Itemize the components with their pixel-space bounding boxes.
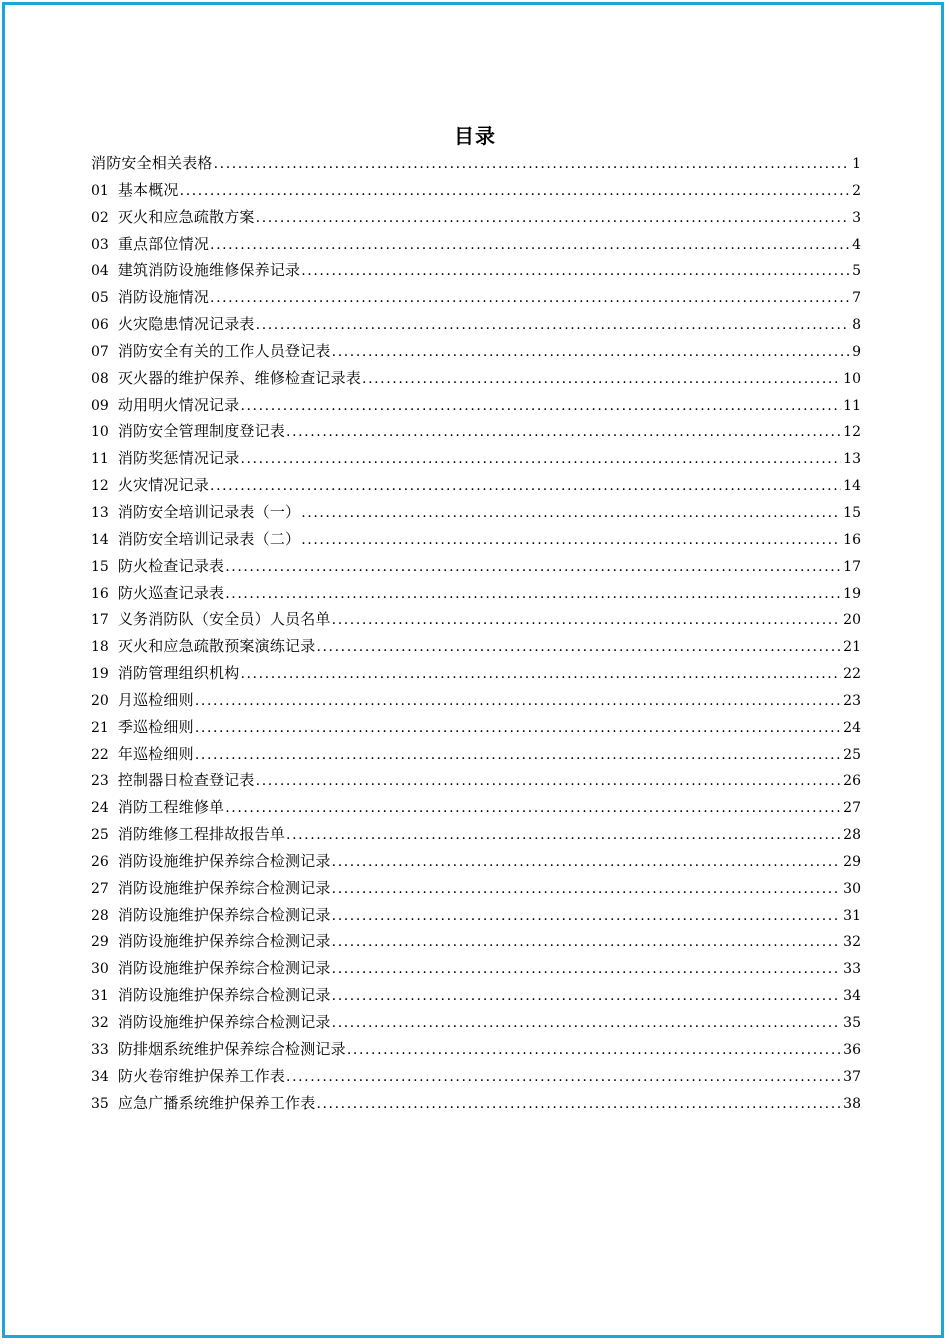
toc-entry[interactable] [91,794,861,821]
toc-entry-page-number: 16 [843,531,861,548]
toc-dot-leader [240,446,841,473]
toc-entry-title: 消防管理组织机构 [117,664,240,683]
toc-dot-leader [286,1064,841,1091]
toc-dot-leader [256,768,842,795]
toc-entry[interactable] [91,660,861,687]
toc-entry[interactable] [91,687,861,714]
toc-entry-page-number: 31 [843,907,861,924]
toc-entry[interactable] [91,982,861,1009]
toc-entry-number: 22 [91,746,109,763]
toc-entry-number: 06 [91,317,109,334]
toc-entry-number: 10 [91,424,109,441]
toc-entry-number: 07 [91,343,109,360]
toc-entry[interactable] [91,499,861,526]
toc-entry-page-number: 33 [843,961,861,978]
toc-dot-leader [332,339,850,366]
toc-entry-title: 消防设施维护保养综合检测记录 [117,851,331,870]
toc-entry[interactable] [91,418,861,445]
toc-dot-leader [332,956,842,983]
toc-entry-number: 15 [91,558,109,575]
toc-entry-page-number: 9 [852,343,861,360]
toc-entry-title: 消防安全管理制度登记表 [117,422,286,441]
toc-entry-title: 消防奖惩情况记录 [117,449,240,468]
toc-entry-page-number: 5 [852,263,861,280]
toc-dot-leader [332,876,842,903]
toc-entry-number: 29 [91,934,109,951]
toc-entry[interactable] [91,741,861,768]
toc-entry-page-number: 19 [843,585,861,602]
toc-entry-number: 28 [91,907,109,924]
toc-entry-title: 消防安全培训记录表（一） [117,502,301,521]
toc-entry-page-number: 29 [843,853,861,870]
toc-entry-number: 04 [91,263,109,280]
toc-entry-number: 32 [91,1015,109,1031]
toc-entry-page-number: 28 [843,827,861,844]
toc-entry-title: 消防安全相关表格 [91,154,213,172]
toc-entry[interactable] [91,928,861,955]
toc-entry-title: 消防设施维护保养综合检测记录 [117,878,331,897]
toc-entry-page-number: 38 [843,1095,861,1112]
toc-dot-leader [225,795,841,822]
toc-entry-page-number: 15 [843,504,861,521]
toc-entry-number: 11 [91,451,109,468]
toc-entry-number: 33 [91,1041,109,1058]
toc-dot-leader [332,983,842,1010]
toc-entry-number: 02 [91,209,109,226]
toc-entry[interactable] [91,231,861,258]
toc-dot-leader [210,285,850,312]
toc-entry-number: 18 [91,639,109,656]
toc-entry-title: 动用明火情况记录 [117,395,240,414]
toc-entry-page-number: 21 [843,639,861,656]
toc-dot-leader [362,366,841,393]
toc-entry-title: 年巡检细则 [117,744,194,763]
toc-entry-number: 20 [91,692,109,709]
toc-title: 目录 [454,124,496,148]
toc-entry-number: 03 [91,236,109,253]
toc-entry[interactable] [91,821,861,848]
toc-entry-title: 灭火和应急疏散预案演练记录 [117,637,316,656]
toc-entry[interactable] [91,1036,861,1063]
toc-dot-leader [286,822,841,849]
toc-entry-page-number: 36 [843,1041,861,1058]
toc-dot-leader [214,151,850,178]
toc-entry-title: 消防安全培训记录表（二） [117,529,301,548]
toc-entry-number: 08 [91,370,109,387]
toc-entry-number: 17 [91,612,109,629]
toc-entry-page-number: 14 [843,478,861,495]
toc-entry-number: 24 [91,800,109,817]
toc-entry-page-number: 13 [843,451,861,468]
toc-entry[interactable] [91,365,861,392]
toc-dot-leader [301,527,841,554]
toc-entry[interactable] [91,472,861,499]
toc-entry[interactable] [91,714,861,741]
toc-entry[interactable] [91,767,861,794]
toc-entry[interactable] [91,392,861,419]
toc-dot-leader [195,688,841,715]
toc-entry-title: 季巡检细则 [117,717,194,736]
toc-dot-leader [240,393,841,420]
toc-entry-page-number: 35 [843,1015,861,1031]
toc-entry[interactable] [91,875,861,902]
toc-entry[interactable] [91,1009,861,1036]
toc-entry-title: 消防设施维护保养综合检测记录 [117,905,331,924]
toc-entry-title: 基本概况 [117,180,179,199]
toc-dot-leader [316,1091,841,1118]
toc-entry[interactable] [91,445,861,472]
toc-entry-page-number: 3 [852,209,861,226]
toc-entry-number: 35 [91,1095,109,1112]
toc-entry-number: 16 [91,585,109,602]
toc-entry[interactable] [91,177,861,204]
toc-entry-title: 消防设施维护保养综合检测记录 [117,932,331,951]
toc-entry-page-number: 34 [843,988,861,1005]
toc-dot-leader [316,634,841,661]
toc-entry-title: 消防维修工程排故报告单 [117,825,286,844]
toc-entry[interactable] [91,257,861,284]
toc-entry-title: 火灾隐患情况记录表 [117,315,255,334]
toc-entry-page-number: 17 [843,558,861,575]
toc-dot-leader [195,715,841,742]
toc-entry-page-number: 32 [843,934,861,951]
toc-entry-number: 26 [91,853,109,870]
toc-entry[interactable] [91,848,861,875]
toc-entry-number: 31 [91,988,109,1005]
toc-dot-leader [210,232,850,259]
toc-entry[interactable] [91,284,861,311]
toc-entry-page-number: 26 [843,773,861,790]
toc-dot-leader [225,581,841,608]
toc-entry[interactable] [91,204,861,231]
toc-dot-leader [256,312,850,339]
toc-entry-number: 27 [91,880,109,897]
toc-entry-number: 13 [91,504,109,521]
toc-entry-page-number: 7 [852,290,861,307]
toc-dot-leader [332,849,842,876]
toc-entry[interactable] [91,1063,861,1090]
toc-entry-number: 05 [91,290,109,307]
toc-entry-page-number: 22 [843,666,861,683]
toc-entry[interactable] [91,553,861,580]
toc-entry-title: 灭火和应急疏散方案 [117,207,255,226]
toc-entry-title: 重点部位情况 [117,234,210,253]
toc-dot-leader [332,607,842,634]
toc-entry-number: 34 [91,1068,109,1085]
toc-entry-page-number: 12 [843,424,861,441]
toc-entry-title: 义务消防队（安全员）人员名单 [117,610,331,629]
toc-entry-page-number: 23 [843,692,861,709]
toc-entry-number: 01 [91,182,109,199]
toc-entry-title: 消防设施维护保养综合检测记录 [117,1013,331,1031]
toc-entry[interactable] [91,580,861,607]
toc-dot-leader [332,1010,842,1037]
toc-entry-page-number: 1 [852,156,861,172]
toc-dot-leader [210,473,841,500]
toc-entry-title: 防火巡查记录表 [117,583,225,602]
toc-entry-page-number: 30 [843,880,861,897]
toc-dot-leader [332,903,842,930]
toc-entry-page-number: 27 [843,800,861,817]
toc-dot-leader [195,742,841,769]
toc-entry[interactable] [91,606,861,633]
toc-entry-page-number: 11 [843,397,861,414]
toc-entry-title: 防火卷帘维护保养工作表 [117,1066,286,1085]
toc-entry-title: 消防设施维护保养综合检测记录 [117,959,331,978]
table-of-contents [91,150,861,1116]
toc-entry-page-number: 25 [843,746,861,763]
toc-dot-leader [240,661,841,688]
toc-entry-page-number: 24 [843,719,861,736]
toc-dot-leader [301,258,850,285]
toc-entry-title: 防排烟系统维护保养综合检测记录 [117,1039,346,1058]
toc-dot-leader [347,1037,841,1064]
toc-entry-title: 消防设施情况 [117,288,210,307]
toc-entry-number: 21 [91,719,109,736]
toc-entry[interactable] [91,526,861,553]
toc-dot-leader [256,205,850,232]
toc-entry-number: 19 [91,666,109,683]
toc-entry-page-number: 37 [843,1068,861,1085]
toc-entry-title: 控制器日检查登记表 [117,771,255,790]
toc-dot-leader [180,178,850,205]
toc-entry[interactable] [91,150,861,177]
toc-entry-title: 建筑消防设施维修保养记录 [117,261,301,280]
toc-dot-leader [225,554,841,581]
toc-entry-number: 14 [91,531,109,548]
toc-entry-title: 火灾情况记录 [117,476,210,495]
toc-entry-page-number: 4 [852,236,861,253]
toc-entry-page-number: 10 [843,370,861,387]
toc-entry-number: 09 [91,397,109,414]
toc-dot-leader [332,929,842,956]
toc-dot-leader [286,419,841,446]
toc-entry[interactable] [91,311,861,338]
toc-entry-title: 灭火器的维护保养、维修检查记录表 [117,368,362,387]
toc-entry-page-number: 2 [852,182,861,199]
toc-entry-title: 消防安全有关的工作人员登记表 [117,341,331,360]
toc-entry-title: 月巡检细则 [117,690,194,709]
toc-entry-title: 应急广播系统维护保养工作表 [117,1093,316,1112]
toc-entry[interactable] [91,1090,861,1117]
toc-entry-number: 23 [91,773,109,790]
toc-entry-page-number: 8 [852,317,861,334]
toc-entry[interactable] [91,633,861,660]
toc-entry-number: 25 [91,827,109,844]
toc-entry-title: 消防工程维修单 [117,798,225,817]
toc-entry-number: 30 [91,961,109,978]
toc-dot-leader [301,500,841,527]
toc-entry-title: 防火检查记录表 [117,556,225,575]
toc-entry-title: 消防设施维护保养综合检测记录 [117,986,331,1005]
toc-entry-number: 12 [91,478,109,495]
toc-entry[interactable] [91,955,861,982]
toc-entry[interactable] [91,902,861,929]
toc-entry[interactable] [91,338,861,365]
toc-entry-page-number: 20 [843,612,861,629]
